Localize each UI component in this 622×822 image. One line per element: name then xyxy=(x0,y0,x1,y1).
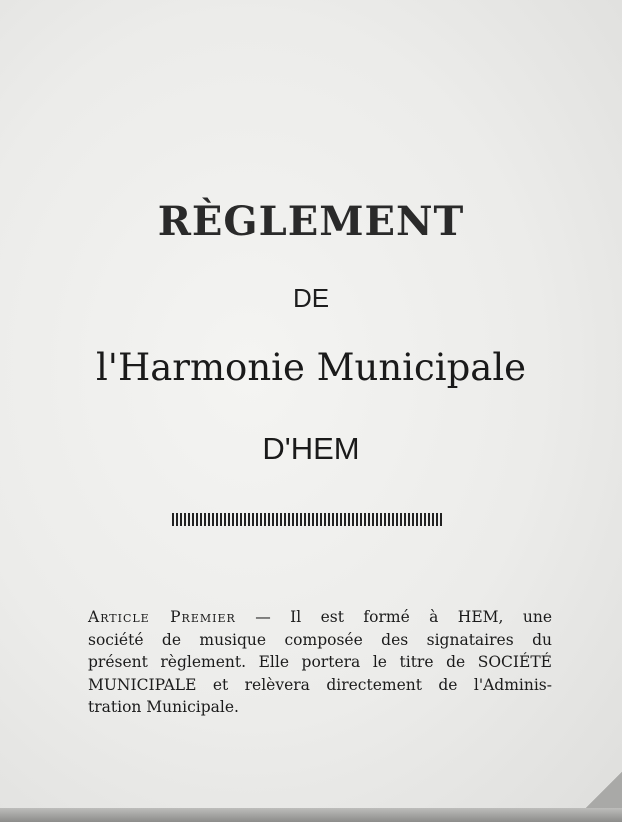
decorative-rule xyxy=(172,513,442,526)
title-dhem: D'HEM xyxy=(262,431,360,466)
title-de: DE xyxy=(292,283,330,313)
article-line-5: tration Municipale. xyxy=(88,698,239,716)
article-line-2: société de musique composée des signataires du xyxy=(88,630,552,649)
article-line-1 xyxy=(88,606,552,629)
article-line-3: présent règlement. Elle portera le titre de SOCIÉTÉ xyxy=(88,653,552,671)
article-line-4: MUNICIPALE et relèvera directement de l'Adminis- xyxy=(88,675,552,694)
title-reglement: RÈGLEMENT xyxy=(157,198,465,245)
article-premier xyxy=(88,606,552,719)
title-harmonie-municipale: l'Harmonie Municipale xyxy=(95,346,527,389)
article-heading: Article Premier xyxy=(88,608,236,626)
page-bottom-edge xyxy=(0,808,622,822)
article-text-1: — Il est formé à HEM, une xyxy=(255,608,552,626)
